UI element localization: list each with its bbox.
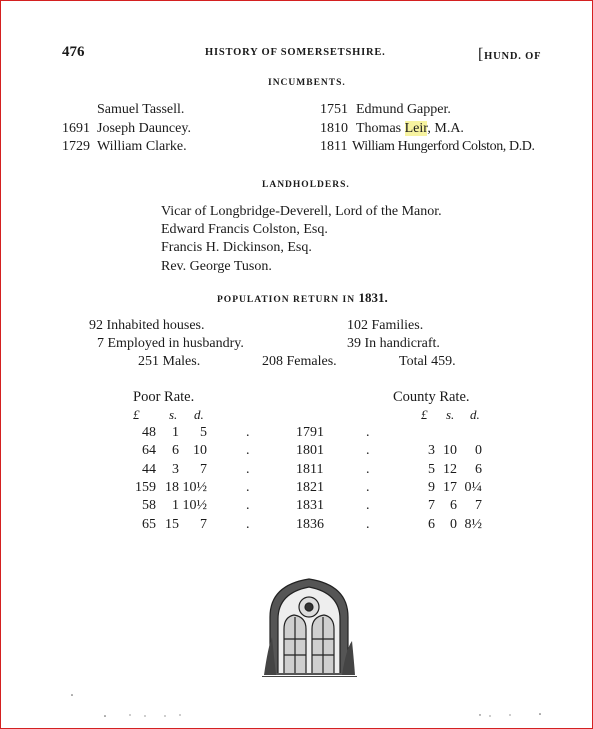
landholder-item: Francis H. Dickinson, Esq. bbox=[161, 240, 312, 255]
leader-dot: . bbox=[246, 443, 250, 458]
county-rate-cell: 0¼ bbox=[464, 480, 482, 495]
poor-rate-cell: 10½ bbox=[182, 498, 207, 513]
families-count: 102 Families. bbox=[347, 318, 424, 333]
county-rate-cell: 10 bbox=[443, 443, 457, 458]
poor-rate-heading: Poor Rate. bbox=[133, 389, 195, 405]
poor-rate-cell: 10½ bbox=[182, 480, 207, 495]
county-rate-cell: 6 bbox=[450, 498, 457, 513]
county-rate-cell: 3 bbox=[428, 443, 435, 458]
incumbent-year: 1751 bbox=[320, 102, 348, 117]
leader-dot: . bbox=[246, 462, 250, 477]
poor-rate-cell: 10 bbox=[193, 443, 207, 458]
county-rate-cell: 0 bbox=[475, 443, 482, 458]
males-count: 251 Males. bbox=[138, 354, 201, 369]
poor-rate-cell: 65 bbox=[142, 517, 156, 532]
incumbent-year: 1810 bbox=[320, 121, 348, 136]
landholders-heading: LANDHOLDERS. bbox=[262, 180, 350, 190]
poor-rate-cell: 7 bbox=[200, 517, 207, 532]
pence-unit: d. bbox=[470, 407, 480, 422]
county-rate-cell: 7 bbox=[428, 498, 435, 513]
population-heading: POPULATION RETURN IN 1831. bbox=[217, 290, 388, 305]
search-highlight: Leir bbox=[404, 121, 428, 136]
leader-dot: . bbox=[366, 443, 370, 458]
rate-year: 1801 bbox=[296, 443, 324, 458]
leader-dot: . bbox=[246, 425, 250, 440]
county-rate-cell: 17 bbox=[443, 480, 457, 495]
leader-dot: . bbox=[366, 517, 370, 532]
county-rate-cell: 7 bbox=[475, 498, 482, 513]
county-rate-cell: 5 bbox=[428, 462, 435, 477]
poor-rate-cell: 1 bbox=[172, 425, 179, 440]
rate-year: 1836 bbox=[296, 517, 324, 532]
incumbent-year: 1691 bbox=[62, 121, 90, 136]
landholder-item: Rev. George Tuson. bbox=[161, 259, 272, 274]
county-rate-cell: 0 bbox=[450, 517, 457, 532]
poor-rate-cell: 6 bbox=[172, 443, 179, 458]
page-specks bbox=[70, 690, 550, 720]
incumbent-year: 1729 bbox=[62, 139, 90, 154]
landholder-item: Vicar of Longbridge-Deverell, Lord of the Manor. bbox=[161, 204, 442, 219]
leader-dot: . bbox=[246, 480, 250, 495]
rate-year: 1831 bbox=[296, 498, 324, 513]
rate-year: 1821 bbox=[296, 480, 324, 495]
incumbent-year: 1811 bbox=[320, 139, 348, 154]
incumbents-heading: INCUMBENTS. bbox=[268, 78, 346, 88]
shilling-unit: s. bbox=[169, 407, 178, 422]
landholder-item: Edward Francis Colston, Esq. bbox=[161, 222, 328, 237]
handicraft-count: 39 In handicraft. bbox=[347, 336, 440, 351]
poor-rate-cell: 64 bbox=[142, 443, 156, 458]
leader-dot: . bbox=[246, 517, 250, 532]
pound-unit: £ bbox=[421, 407, 428, 422]
poor-rate-cell: 7 bbox=[200, 462, 207, 477]
leader-dot: . bbox=[366, 480, 370, 495]
incumbent-name: William Clarke. bbox=[97, 139, 187, 154]
county-rate-cell: 6 bbox=[428, 517, 435, 532]
rate-year: 1791 bbox=[296, 425, 324, 440]
incumbent-name: Samuel Tassell. bbox=[97, 102, 185, 117]
incumbent-name: Joseph Dauncey. bbox=[97, 121, 191, 136]
poor-rate-cell: 1 bbox=[172, 498, 179, 513]
poor-rate-cell: 3 bbox=[172, 462, 179, 477]
poor-rate-cell: 159 bbox=[135, 480, 156, 495]
poor-rate-cell: 18 bbox=[165, 480, 179, 495]
leader-dot: . bbox=[366, 462, 370, 477]
incumbent-name: William Hungerford Colston, D.D. bbox=[352, 139, 535, 154]
county-rate-heading: County Rate. bbox=[393, 389, 470, 405]
incumbent-name: Edmund Gapper. bbox=[356, 102, 451, 117]
pound-unit: £ bbox=[133, 407, 140, 422]
incumbent-name: Thomas Leir, M.A. bbox=[356, 121, 464, 136]
page-number: 476 bbox=[62, 44, 85, 60]
leader-dot: . bbox=[246, 498, 250, 513]
husbandry-count: 7 Employed in husbandry. bbox=[97, 336, 244, 351]
leader-dot: . bbox=[366, 498, 370, 513]
county-rate-cell: 12 bbox=[443, 462, 457, 477]
total-count: Total 459. bbox=[399, 354, 456, 369]
county-rate-cell: 9 bbox=[428, 480, 435, 495]
county-rate-cell: 6 bbox=[475, 462, 482, 477]
rate-year: 1811 bbox=[296, 462, 324, 477]
running-head-right: [HUND. OF bbox=[478, 46, 542, 63]
poor-rate-cell: 5 bbox=[200, 425, 207, 440]
leader-dot: . bbox=[366, 425, 370, 440]
pence-unit: d. bbox=[194, 407, 204, 422]
running-title: HISTORY OF SOMERSETSHIRE. bbox=[205, 47, 386, 58]
gothic-window-engraving-icon bbox=[262, 577, 357, 677]
inhabited-houses: 92 Inhabited houses. bbox=[89, 318, 205, 333]
county-rate-cell: 8½ bbox=[464, 517, 482, 532]
shilling-unit: s. bbox=[446, 407, 455, 422]
females-count: 208 Females. bbox=[262, 354, 337, 369]
poor-rate-cell: 44 bbox=[142, 462, 156, 477]
poor-rate-cell: 48 bbox=[142, 425, 156, 440]
poor-rate-cell: 15 bbox=[165, 517, 179, 532]
poor-rate-cell: 58 bbox=[142, 498, 156, 513]
